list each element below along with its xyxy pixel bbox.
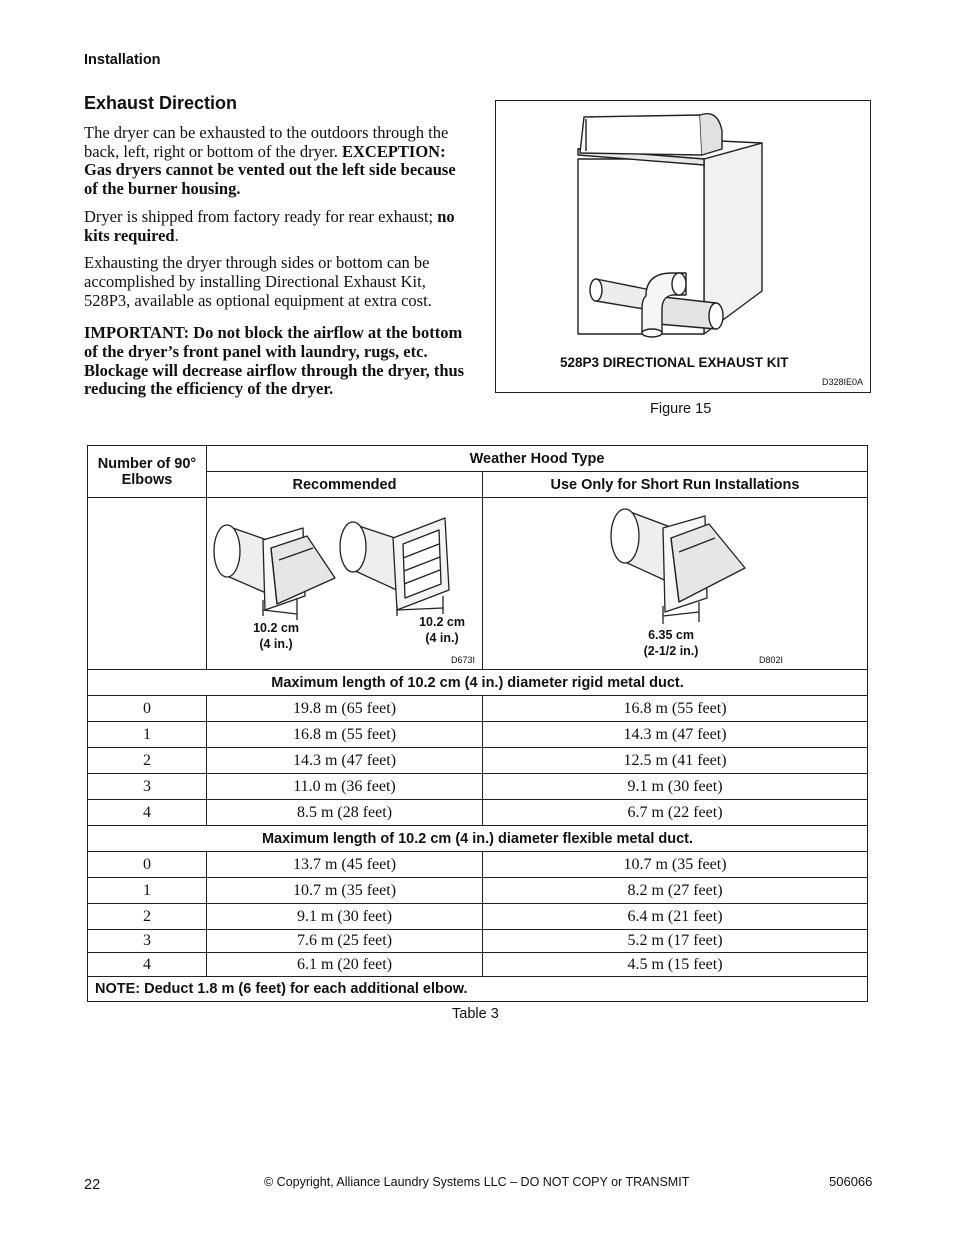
paragraph-2-end: .	[174, 225, 179, 245]
table-row	[88, 904, 868, 930]
paragraph-2	[84, 208, 470, 245]
short-run-cell: 6.4 m (21 feet)	[483, 904, 868, 930]
section-heading: Exhaust Direction	[84, 93, 238, 113]
table-row	[88, 722, 868, 748]
short-run-dimension	[629, 627, 713, 659]
duct-length-table	[87, 445, 868, 1002]
elbows-cell: 4	[88, 800, 207, 826]
table-row	[88, 953, 868, 977]
recommended-cell: 11.0 m (36 feet)	[207, 774, 483, 800]
recommended-cell: 9.1 m (30 feet)	[207, 904, 483, 930]
short-run-cell: 12.5 m (41 feet)	[483, 748, 868, 774]
section-label: Installation	[84, 52, 161, 68]
no-kits-note: no kits required	[84, 206, 455, 245]
short-run-cell: 8.2 m (27 feet)	[483, 878, 868, 904]
table-label: Table 3	[452, 1006, 499, 1022]
short-run-image-code: D802I	[759, 655, 784, 665]
figure-caption: 528P3 DIRECTIONAL EXHAUST KIT	[560, 355, 789, 370]
dryer-illustration	[496, 101, 870, 392]
short-run-cell: 9.1 m (30 feet)	[483, 774, 868, 800]
important-warning: IMPORTANT: Do not block the airflow at the bottom of the dryer’s front panel with laundry, rugs, etc. Blockage will decrease airflow through the dryer, thus reducing the efficiency of the dryer.	[84, 323, 465, 399]
short-run-header: Use Only for Short Run Installations	[483, 472, 868, 498]
recommended-cell: 16.8 m (55 feet)	[207, 722, 483, 748]
short-run-cell: 14.3 m (47 feet)	[483, 722, 868, 748]
elbows-cell: 1	[88, 722, 207, 748]
table-row	[88, 878, 868, 904]
body-text	[84, 124, 470, 408]
paragraph-3: Exhausting the dryer through sides or bottom can be accomplished by installing Directional Exhaust Kit, 528P3, available as optional equipment at extra cost.	[84, 253, 432, 310]
table-row	[88, 748, 868, 774]
table-row	[88, 930, 868, 953]
recommended-cell: 10.7 m (35 feet)	[207, 878, 483, 904]
page-number: 22	[84, 1177, 101, 1193]
elbows-cell: 4	[88, 953, 207, 977]
recommended-cell: 8.5 m (28 feet)	[207, 800, 483, 826]
recommended-cell: 6.1 m (20 feet)	[207, 953, 483, 977]
figure-exhaust-kit	[495, 100, 871, 393]
elbows-cell: 3	[88, 774, 207, 800]
table-row	[88, 800, 868, 826]
paragraph-1-text: The dryer can be exhausted to the outdoors through the back, left, right or bottom of the dryer.	[84, 123, 449, 161]
elbows-cell: 1	[88, 878, 207, 904]
short-run-cell: 10.7 m (35 feet)	[483, 852, 868, 878]
rec-hood2-dim-in: (4 in.)	[425, 631, 459, 645]
elbows-cell: 0	[88, 696, 207, 722]
elbow-note: NOTE: Deduct 1.8 m (6 feet) for each additional elbow.	[88, 977, 868, 1002]
recommended-cell: 7.6 m (25 feet)	[207, 930, 483, 953]
short-run-cell: 5.2 m (17 feet)	[483, 930, 868, 953]
short-run-cell: 4.5 m (15 feet)	[483, 953, 868, 977]
table-row	[88, 696, 868, 722]
rigid-duct-title: Maximum length of 10.2 cm (4 in.) diameter rigid metal duct.	[88, 670, 868, 696]
document-number: 506066	[829, 1174, 873, 1189]
short-run-dim-in: (2-1/2 in.)	[643, 644, 699, 658]
short-run-dim-cm: 6.35 cm	[648, 628, 694, 642]
recommended-cell: 19.8 m (65 feet)	[207, 696, 483, 722]
hood-images-row	[88, 498, 868, 670]
recommended-hoods-image	[207, 498, 483, 670]
table-row	[88, 774, 868, 800]
recommended-cell: 13.7 m (45 feet)	[207, 852, 483, 878]
rec-hood2-dimension	[409, 614, 475, 646]
weather-hood-header: Weather Hood Type	[207, 446, 868, 472]
copyright-notice: © Copyright, Alliance Laundry Systems LLC – DO NOT COPY or TRANSMIT	[264, 1175, 690, 1189]
short-run-cell: 16.8 m (55 feet)	[483, 696, 868, 722]
elbows-cell: 3	[88, 930, 207, 953]
figure-label: Figure 15	[650, 401, 712, 417]
recommended-header: Recommended	[207, 472, 483, 498]
paragraph-2-text: Dryer is shipped from factory ready for rear exhaust;	[84, 206, 438, 226]
recommended-cell: 14.3 m (47 feet)	[207, 748, 483, 774]
short-run-cell: 6.7 m (22 feet)	[483, 800, 868, 826]
flexible-duct-title: Maximum length of 10.2 cm (4 in.) diameter flexible metal duct.	[88, 826, 868, 852]
rec-hood2-dim-cm: 10.2 cm	[419, 615, 465, 629]
elbows-cell: 2	[88, 904, 207, 930]
figure-code: D328IE0A	[822, 377, 864, 387]
exception-note: EXCEPTION: Gas dryers cannot be vented out the left side because of the burner housing.	[84, 141, 456, 199]
rec-image-code: D673I	[451, 655, 476, 665]
table-row	[88, 852, 868, 878]
short-run-hood-image	[483, 498, 868, 670]
rec-hood1-dim-in: (4 in.)	[259, 637, 293, 651]
elbows-cell: 0	[88, 852, 207, 878]
rec-hood1-dimension	[243, 620, 309, 652]
elbows-header: Number of 90° Elbows	[88, 446, 207, 498]
empty-cell	[88, 498, 207, 670]
paragraph-1	[84, 124, 470, 199]
elbows-cell: 2	[88, 748, 207, 774]
rec-hood1-dim-cm: 10.2 cm	[253, 621, 299, 635]
